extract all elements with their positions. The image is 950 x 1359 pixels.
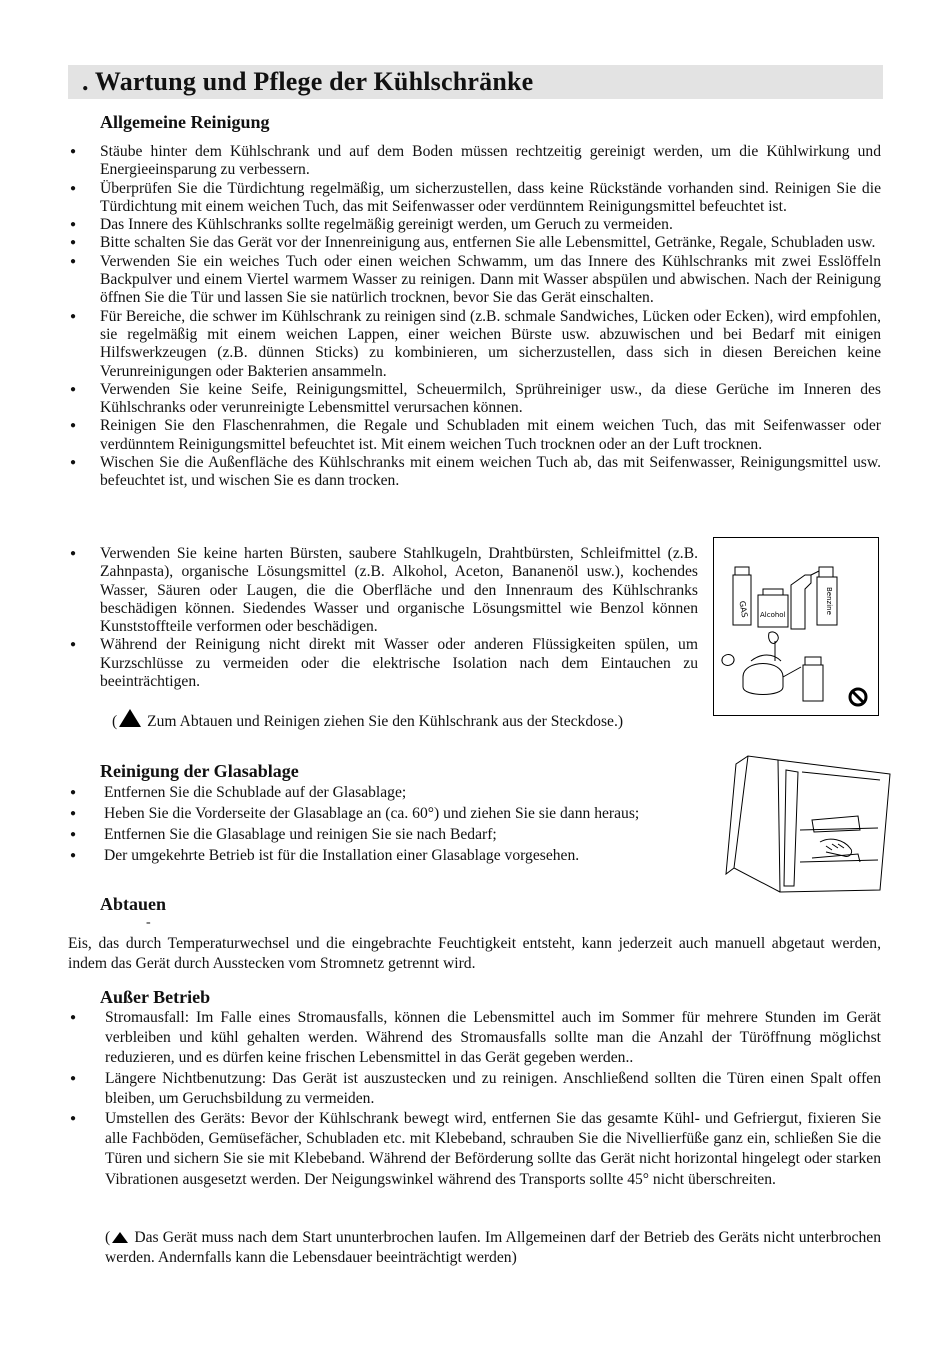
defrost-text: Eis, das durch Temperaturwechsel und die eingebrachte Feuchtigkeit entsteht, kann jederzeit auch manuell abgetaut werden, indem das Gerät durch Ausstecken vom Stromnetz getrennt wird.	[68, 935, 881, 972]
list-item: ● Entfernen Sie die Schublade auf der Glasablage;	[68, 782, 718, 803]
glass-shelf-list	[68, 782, 718, 866]
general-cleaning-list	[68, 143, 881, 491]
list-item: ● Entfernen Sie die Glasablage und reinigen Sie sie nach Bedarf;	[68, 824, 718, 845]
list-item: ● Reinigen Sie den Flaschenrahmen, die Regale und Schubladen mit einem weichen Tuch, das mit Seifenwasser oder verdünntem Reinigungsmittel befeuchtet ist. Mit einem weichen Tuch trocknen oder an der Luft trocknen.	[68, 417, 881, 454]
alcohol-label: Alcohol	[760, 611, 786, 619]
list-item: ● Verwenden Sie keine Seife, Reinigungsmittel, Scheuermilch, Sprühreiniger usw., da diese Gerüche im Inneren des Kühlschranks oder verunreinigte Lebensmittel verursachen können.	[68, 381, 881, 418]
list-item: ● Überprüfen Sie die Türdichtung regelmäßig, um sicherzustellen, dass keine Rückstände vorhanden sind. Reinigen Sie die Türdichtung mit einem weichen Tuch, das mit Seifenwasser oder verdünntem Reinigungsmittel befeuchtet ist.	[68, 180, 881, 217]
list-item: ● Verwenden Sie keine harten Bürsten, saubere Stahlkugeln, Drahtbürsten, Schleifmittel (z.B. Zahnpasta), organische Lösungsmittel (z.B. Alkohol, Aceton, Bananenöl usw.), kochendes Wasser, Säuren oder Laugen, die die Oberfläche und den Innenraum des Kühlschranks beschädigen können. Siedendes Wasser und organische Lösungsmittel wie Benzol können Kunststoffteile verformen oder beschädigen.	[68, 545, 698, 636]
list-item: ● Das Innere des Kühlschranks sollte regelmäßig gereinigt werden, um Geruch zu vermeiden.	[68, 216, 881, 234]
heading-defrost: Abtauen	[100, 894, 167, 914]
list-item: ● Der umgekehrte Betrieb ist für die Installation einer Glasablage vorgesehen.	[68, 845, 718, 866]
heading-general-cleaning: Allgemeine Reinigung	[100, 112, 270, 132]
page-title: . Wartung und Pflege der Kühlschränke	[82, 67, 534, 96]
unplug-note: ( Zum Abtauen und Reinigen ziehen Sie den Kühlschrank aus der Steckdose.)	[112, 709, 702, 732]
list-item: ● Während der Reinigung nicht direkt mit Wasser oder anderen Flüssigkeiten spülen, um Kurzschlüsse zu vermeiden oder die elektrische Isolation nach dem Eintauchen zu beeinträchtigen.	[68, 636, 698, 691]
list-item: ● Stäube hinter dem Kühlschrank und auf dem Boden müssen rechtzeitig gereinigt werden, um die Kühlwirkung und Energieeinsparung zu verbessern.	[68, 143, 881, 180]
operation-note: ( Das Gerät muss nach dem Start ununterbrochen laufen. Im Allgemeinen darf der Betrieb des Geräts nicht unterbrochen werden. Andernfalls kann die Lebensdauer beeinträchtigt werden)	[105, 1229, 881, 1266]
list-item: ● Heben Sie die Vorderseite der Glasablage an (ca. 60°) und ziehen Sie sie dann heraus;	[68, 803, 718, 824]
defrost-dash: -	[146, 915, 151, 930]
general-cleaning-list-narrow	[68, 545, 698, 691]
benzine-label: Benzine	[825, 587, 833, 615]
list-item: ● Verwenden Sie ein weiches Tuch oder einen weichen Schwamm, um das Innere des Kühlschranks mit zwei Esslöffeln Backpulver und einem Viertel warmem Wasser zu reinigen. Dann mit Wasser abspülen und abwischen. Nach der Reinigung öffnen Sie die Tür und lassen Sie sie natürlich trocknen, bevor Sie das Gerät einschalten.	[68, 253, 881, 308]
glass-shelf-illustration	[708, 750, 894, 898]
unplug-note-text: Zum Abtauen und Reinigen ziehen Sie den Kühlschrank aus der Steckdose.	[147, 713, 618, 730]
cleaning-agents-illustration	[713, 537, 879, 716]
out-of-service-list	[68, 1008, 881, 1190]
list-item: ● Stromausfall: Im Falle eines Stromausfalls, können die Lebensmittel auch im Sommer für mehrere Stunden im Gerät verbleiben und kühl gehalten werden. Während des Stromausfalls sollte man die Anzahl der Türöffnung möglichst reduzieren, und es dürfen keine frischen Lebensmittel in das Gerät gegeben werden..	[68, 1008, 881, 1069]
operation-note-text: Das Gerät muss nach dem Start ununterbrochen laufen. Im Allgemeinen darf der Betrieb des Geräts nicht unterbrochen werden. Andernfalls kann die Lebensdauer beeinträchtigt werden)	[105, 1229, 881, 1266]
list-item: ● Bitte schalten Sie das Gerät vor der Innenreinigung aus, entfernen Sie alle Lebensmittel, Getränke, Regale, Schubladen usw.	[68, 234, 881, 252]
warning-icon	[119, 709, 141, 727]
title-bar	[68, 65, 883, 99]
heading-out-of-service: Außer Betrieb	[100, 987, 211, 1007]
gas-label: GAS	[737, 600, 750, 619]
heading-glass-shelf: Reinigung der Glasablage	[100, 761, 299, 781]
list-item: ● Wischen Sie die Außenfläche des Kühlschranks mit einem weichen Tuch ab, das mit Seifenwasser, Reinigungsmittel usw. befeuchtet ist, und wischen Sie es dann trocken.	[68, 454, 881, 491]
list-item: ● Für Bereiche, die schwer im Kühlschrank zu reinigen sind (z.B. schmale Sandwiches, Lücken oder Ecken), wird empfohlen, sie regelmäßig mit einem weichen Lappen, einer weichen Bürste usw. abzuwischen und bei Bedarf mit einigen Hilfswerkzeugen (z.B. dünnen Sticks) zu kombinieren, um sicherzustellen, dass sich in diesen Bereichen keine Verunreinigungen oder Bakterien ansammeln.	[68, 308, 881, 381]
warning-icon	[112, 1232, 128, 1243]
list-item: ● Längere Nichtbenutzung: Das Gerät ist auszustecken und zu reinigen. Anschließend sollten die Türen einen Spalt offen bleiben, um Geruchsbildung zu vermeiden.	[68, 1069, 881, 1109]
list-item: ● Umstellen des Geräts: Bevor der Kühlschrank bewegt wird, entfernen Sie das gesamte Kühl- und Gefriergut, fixieren Sie alle Fachböden, Gemüsefächer, Schubladen etc. mit Klebeband, schrauben Sie die Nivellierfüße ganz ein, schließen Sie die Türen und sichern Sie sie mit Klebeband. Während der Beförderung sollte das Gerät nicht horizontal hingelegt oder starken Vibrationen ausgesetzt werden. Der Neigungswinkel während des Transports sollte 45° nicht überschreiten.	[68, 1109, 881, 1190]
